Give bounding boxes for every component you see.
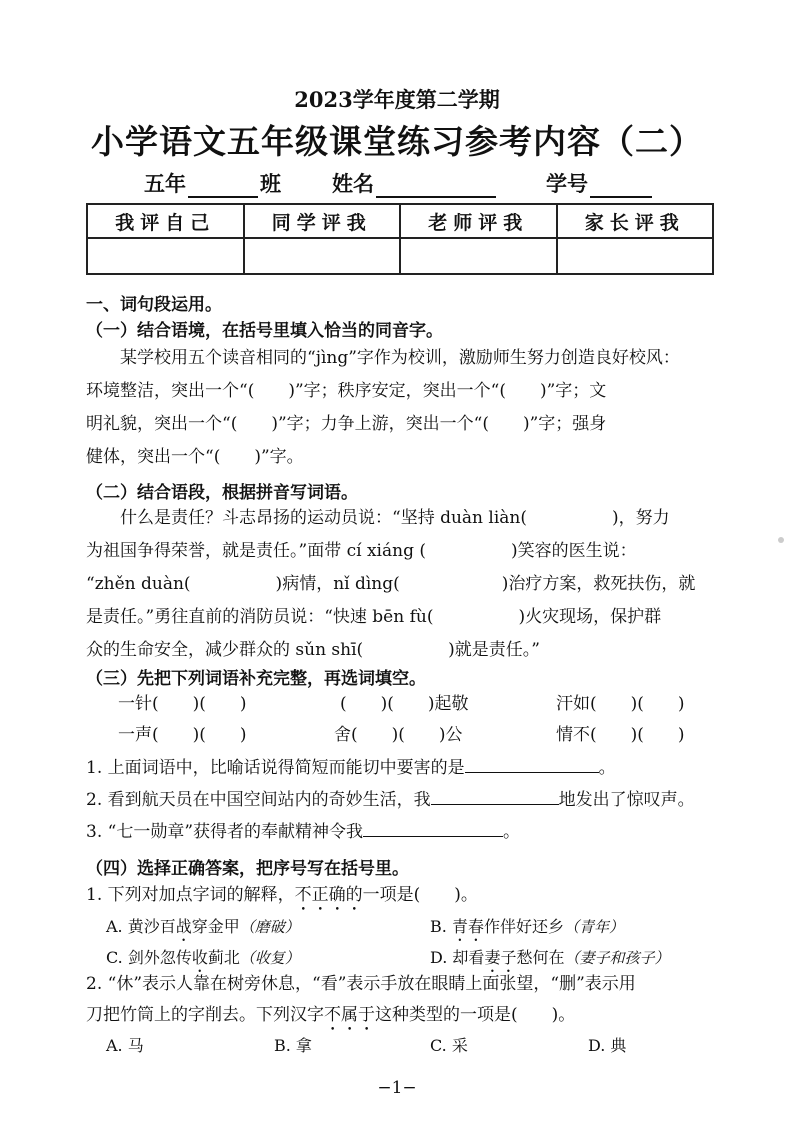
idiom-4: 一声( )( ) bbox=[118, 725, 247, 745]
sec1-line2: 环境整洁，突出一个“( )”字；秩序安定，突出一个“( )”字；文 bbox=[86, 381, 607, 401]
sec4-q2-option-b[interactable]: B. 拿 bbox=[274, 1036, 312, 1055]
eval-teacher-cell[interactable] bbox=[400, 238, 557, 274]
sec3-q2-blank[interactable] bbox=[431, 786, 559, 805]
option-b-pre: B. bbox=[430, 917, 452, 936]
eval-classmate-cell[interactable] bbox=[244, 238, 401, 274]
sec2-line2: 为祖国争得荣誉，就是责任。”面带 cí xiáng ( )笑容的医生说： bbox=[86, 541, 637, 561]
option-c-post: 蓟北 bbox=[207, 948, 240, 967]
sec3-q2-text: 2. 看到航天员在中国空间站内的奇妙生活，我 bbox=[86, 790, 431, 810]
sec4-q1-option-a[interactable] bbox=[106, 911, 300, 945]
sec3-question-1 bbox=[86, 752, 616, 784]
idiom-3: 汗如( )( ) bbox=[556, 694, 685, 714]
sec4-q1-pre: 1. 下列对加点字词的解释， bbox=[86, 885, 295, 905]
sec4-q2-post: 这种类型的一项是( )。 bbox=[375, 1005, 576, 1025]
eval-teacher-header: 老师评我 bbox=[400, 204, 557, 238]
idiom-6: 情不( )( ) bbox=[556, 725, 685, 745]
part1-title: 一、词句段运用。 bbox=[86, 295, 222, 315]
name-label: 姓名 bbox=[332, 171, 374, 196]
sec3-question-3 bbox=[86, 816, 520, 848]
option-c-note: （收复） bbox=[239, 949, 300, 967]
sec2-line3: “zhěn duàn( )病情，nǐ dìng( )治疗方案，救死扶伤，就 bbox=[86, 574, 696, 594]
option-d-post: 愁何在 bbox=[516, 948, 565, 967]
term-heading: 2023学年度第二学期 bbox=[294, 87, 500, 112]
sec3-q1-end: 。 bbox=[598, 758, 616, 778]
option-b-post: 作伴好还乡 bbox=[483, 917, 564, 936]
evaluation-header-row bbox=[87, 204, 713, 238]
sec4-question-2 bbox=[86, 969, 716, 1035]
scan-speck bbox=[778, 537, 784, 543]
sec4-q2-option-a[interactable]: A. 马 bbox=[106, 1036, 144, 1055]
eval-self-cell[interactable] bbox=[87, 238, 244, 274]
sec4-q1-emphasis: 不正确的 bbox=[294, 885, 363, 905]
sec2-line1: 什么是责任？斗志昂扬的运动员说：“坚持 duàn liàn( )，努力 bbox=[120, 508, 670, 528]
number-label: 学号 bbox=[546, 171, 588, 196]
sec4-q2-option-c[interactable]: C. 采 bbox=[430, 1036, 468, 1055]
sec1-paragraph bbox=[86, 342, 716, 474]
idiom-2: ( )( )起敬 bbox=[340, 694, 469, 714]
eval-parent-cell[interactable] bbox=[557, 238, 714, 274]
sec1-line4: 健体，突出一个“( )”字。 bbox=[86, 447, 304, 467]
sec4-question-1 bbox=[86, 879, 478, 915]
name-blank[interactable] bbox=[376, 176, 496, 198]
page-title: 小学语文五年级课堂练习参考内容（二） bbox=[91, 122, 703, 161]
sec4-title: （四）选择正确答案，把序号写在括号里。 bbox=[86, 859, 409, 879]
class-label: 班 bbox=[260, 171, 281, 196]
option-a-pre: A. 黄沙百 bbox=[106, 917, 176, 936]
sec3-q1-text: 1. 上面词语中，比喻话说得简短而能切中要害的是 bbox=[86, 758, 465, 778]
sec3-q2-end: 地发出了惊叹声。 bbox=[558, 790, 695, 810]
sec4-q2-emphasis: 不属于 bbox=[324, 1005, 375, 1025]
class-blank[interactable] bbox=[188, 176, 258, 198]
sec3-title: （三）先把下列词语补充完整，再选词填空。 bbox=[86, 669, 426, 689]
name-info bbox=[332, 168, 498, 198]
page-number: −1− bbox=[377, 1078, 417, 1098]
sec4-q2-option-d[interactable]: D. 典 bbox=[588, 1036, 627, 1055]
eval-self-header: 我评自己 bbox=[87, 204, 244, 238]
sec2-line5: 众的生命安全，减少群众的 sǔn shī( )就是责任。” bbox=[86, 640, 540, 660]
option-a-post: 穿金甲 bbox=[191, 917, 240, 936]
eval-parent-header: 家长评我 bbox=[557, 204, 714, 238]
evaluation-table bbox=[86, 203, 714, 275]
number-info bbox=[546, 168, 654, 198]
sec4-q1-option-b[interactable] bbox=[430, 911, 624, 945]
sec4-q2-line1: 2. “休”表示人靠在树旁休息，“看”表示手放在眼睛上面张望，“删”表示用 bbox=[86, 974, 636, 994]
option-b-emphasis: 青春 bbox=[451, 917, 484, 936]
sec4-q2-pre: 刀把竹筒上的字削去。下列汉字 bbox=[86, 1005, 324, 1025]
class-info bbox=[144, 168, 281, 198]
sec2-paragraph bbox=[86, 502, 716, 667]
option-a-emphasis: 战 bbox=[175, 917, 192, 936]
sec3-question-2 bbox=[86, 784, 695, 816]
number-blank[interactable] bbox=[590, 176, 652, 198]
sec3-q1-blank[interactable] bbox=[465, 754, 599, 773]
sec1-line1: 某学校用五个读音相同的“jìng”字作为校训，激励师生努力创造良好校风： bbox=[120, 348, 680, 368]
option-c-emphasis: 收 bbox=[191, 948, 208, 967]
option-a-note: （磨破） bbox=[239, 918, 300, 936]
option-c-pre: C. 剑外忽传 bbox=[106, 948, 192, 967]
sec3-q3-end: 。 bbox=[503, 822, 521, 842]
sec2-line4: 是责任。”勇往直前的消防员说：“快速 bēn fù( )火灾现场，保护群 bbox=[86, 607, 662, 627]
eval-classmate-header: 同学评我 bbox=[244, 204, 401, 238]
idiom-1: 一针( )( ) bbox=[118, 694, 247, 714]
evaluation-input-row bbox=[87, 238, 713, 274]
option-d-emphasis: 妻子 bbox=[484, 948, 517, 967]
sec3-q3-text: 3. “七一勋章”获得者的奉献精神令我 bbox=[86, 822, 364, 842]
sec4-q1-post: 一项是( )。 bbox=[362, 885, 478, 905]
option-d-pre: D. 却看 bbox=[430, 948, 485, 967]
sec1-line3: 明礼貌，突出一个“( )”字；力争上游，突出一个“( )”字；强身 bbox=[86, 414, 607, 434]
grade-label: 五年 bbox=[144, 171, 186, 196]
sec1-title: （一）结合语境，在括号里填入恰当的同音字。 bbox=[86, 321, 443, 341]
sec3-q3-blank[interactable] bbox=[363, 818, 503, 837]
idiom-5: 舍( )( )公 bbox=[334, 725, 463, 745]
option-b-note: （青年） bbox=[563, 918, 624, 936]
option-d-note: （妻子和孩子） bbox=[564, 949, 670, 967]
sec2-title: （二）结合语段，根据拼音写词语。 bbox=[86, 483, 358, 503]
